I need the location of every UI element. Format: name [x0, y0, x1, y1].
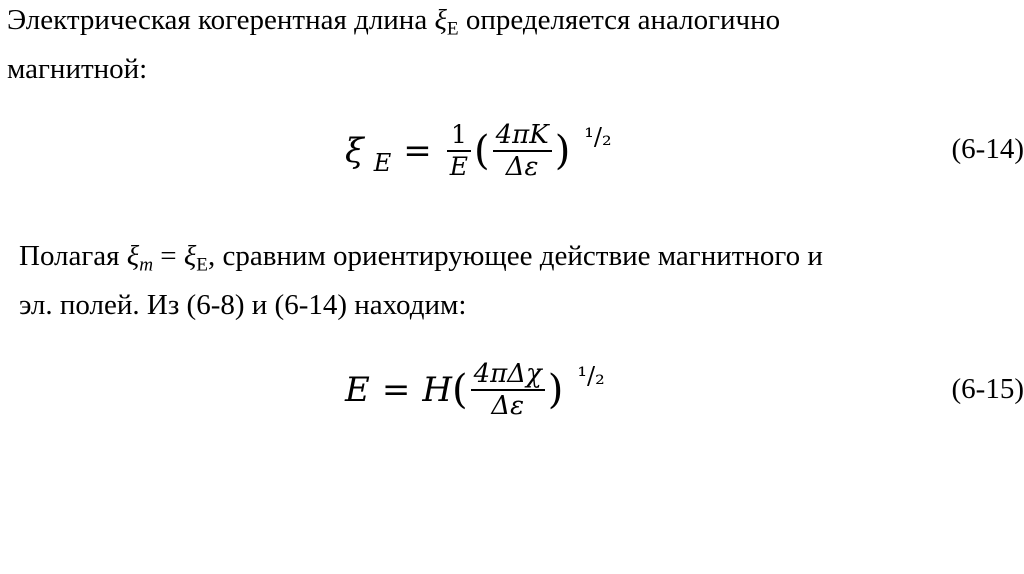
fraction-denominator: Δε	[505, 152, 539, 182]
fraction-4pik-over-delta-eps	[493, 120, 552, 182]
xi-subscript: E	[196, 254, 208, 276]
paragraph-comparison	[19, 236, 823, 325]
exponent-one-half: ¹/₂	[584, 123, 612, 151]
fraction-4pi-delta-chi-over-delta-eps	[471, 359, 545, 421]
text-segment: Полагая	[19, 240, 127, 272]
xi-symbol: ξ	[183, 240, 197, 272]
text-line: эл. полей. Из (6-8) и (6-14) находим:	[19, 289, 467, 322]
text-segment: определяется аналогично	[458, 4, 781, 36]
equation-6-14	[345, 106, 612, 196]
xi-symbol: ξ	[434, 4, 447, 36]
paragraph-electric-coherence-length	[7, 0, 780, 89]
equals-sign: =	[403, 131, 432, 171]
equation-number: (6-14)	[951, 133, 1024, 165]
equation-number: (6-15)	[951, 373, 1024, 405]
fraction-denominator: E	[449, 152, 469, 181]
exponent-one-half: ¹/₂	[577, 362, 605, 390]
e-symbol: E	[345, 370, 370, 410]
xi-subscript: m	[139, 254, 153, 276]
fraction-one-over-e	[447, 120, 471, 182]
xi-symbol: ξ	[126, 240, 140, 272]
h-symbol: H	[422, 370, 452, 410]
left-paren: (	[474, 128, 490, 174]
text-segment: Электрическая когерентная длина	[7, 4, 435, 36]
equation-6-15	[345, 345, 605, 435]
xi-subscript: E	[373, 149, 392, 177]
text-line: магнитной:	[7, 53, 148, 86]
fraction-numerator: 4πK	[495, 120, 549, 150]
fraction-numerator: 1	[450, 120, 467, 149]
fraction-denominator: Δε	[491, 391, 525, 421]
xi-subscript: E	[446, 18, 459, 40]
fraction-numerator: 4πΔχ	[473, 359, 542, 389]
xi-symbol: ξ	[345, 131, 364, 171]
left-paren: (	[451, 367, 468, 413]
text-segment: , сравним ориентирующее действие магнитного и	[207, 240, 823, 272]
right-paren: )	[554, 128, 571, 174]
equals-sign: =	[381, 370, 411, 410]
equals-sign: =	[153, 240, 184, 272]
right-paren: )	[547, 367, 564, 413]
